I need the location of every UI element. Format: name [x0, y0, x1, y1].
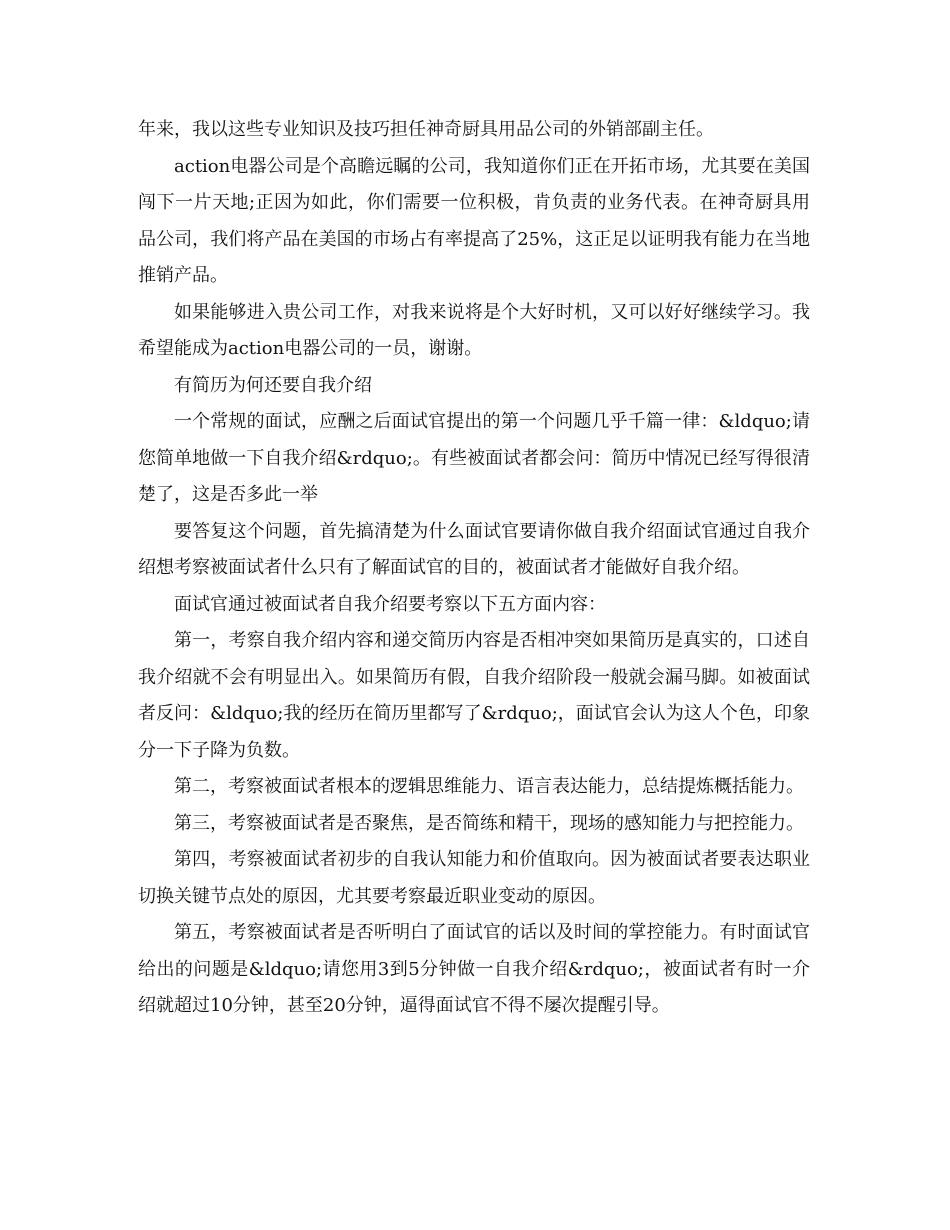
list-item: 第二，考察被面试者根本的逻辑思维能力、语言表达能力，总结提炼概括能力。 [174, 776, 804, 797]
list-item: 第四，考察被面试者初步的自我认知能力和价值取向。因为被面试者要表达职业切换关键节点处的原因，尤其要考察最近职业变动的原因。 [138, 849, 810, 907]
paragraph: 年来，我以这些专业知识及技巧担任神奇厨具用品公司的外销部副主任。 [138, 119, 714, 140]
list-item: 第三，考察被面试者是否聚焦，是否简练和精干，现场的感知能力与把控能力。 [174, 812, 804, 834]
paragraph: 如果能够进入贵公司工作，对我来说将是个大好时机，又可以好好继续学习。我希望能成为action电器公司的一员，谢谢。 [138, 301, 810, 359]
paragraph: 要答复这个问题，首先搞清楚为什么面试官要请你做自我介绍面试官通过自我介绍想考察被面试者什么只有了解面试官的目的，被面试者才能做好自我介绍。 [138, 520, 810, 578]
list-item: 第五，考察被面试者是否听明白了面试官的话以及时间的掌控能力。有时面试官给出的问题是&ldquo;请您用3到5分钟做一自我介绍&rdquo;，被面试者有时一介绍就超过10分钟，甚至20分钟，逼得面试官不得不屡次提醒引导。 [138, 922, 810, 1016]
list-item: 第一，考察自我介绍内容和递交简历内容是否相冲突如果简历是真实的，口述自我介绍就不会有明显出入。如果简历有假，自我介绍阶段一般就会漏马脚。如被面试者反问：&ldquo;我的经历在简历里都写了&rdquo;，面试官会认为这人个色，印象分一下子降为负数。 [138, 630, 810, 761]
paragraph: 一个常规的面试，应酬之后面试官提出的第一个问题几乎千篇一律：&ldquo;请您简单地做一下自我介绍&rdquo;。有些被面试者都会问：简历中情况已经写得很清楚了，这是否多此一举 [138, 411, 810, 505]
section-heading: 有简历为何还要自我介绍 [174, 374, 372, 396]
paragraph: 面试官通过被面试者自我介绍要考察以下五方面内容： [174, 593, 606, 615]
document-body [138, 112, 810, 1025]
paragraph: action电器公司是个高瞻远瞩的公司，我知道你们正在开拓市场，尤其要在美国闯下一片天地;正因为如此，你们需要一位积极，肯负责的业务代表。在神奇厨具用品公司，我们将产品在美国的市场占有率提高了25%，这正足以证明我有能力在当地推销产品。 [138, 155, 810, 286]
